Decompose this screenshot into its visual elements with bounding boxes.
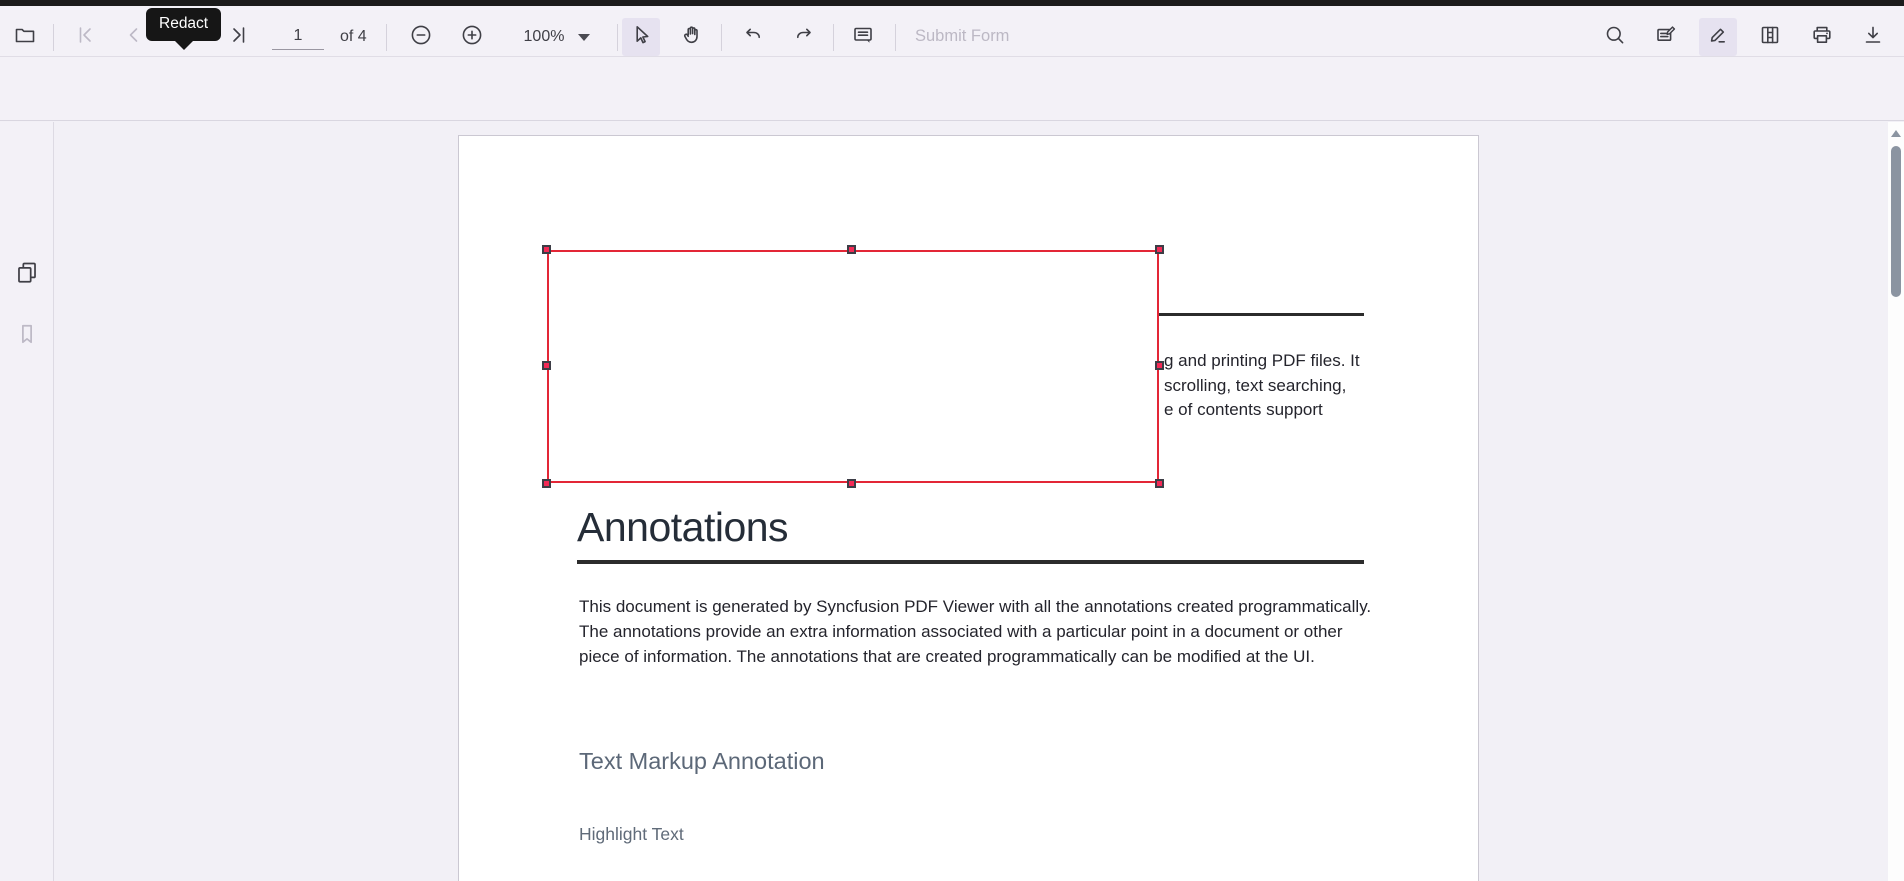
thumbnails-icon xyxy=(14,259,40,290)
page-count-label: of 4 xyxy=(340,28,367,45)
chevron-down-icon[interactable] xyxy=(578,34,590,41)
redaction-button[interactable] xyxy=(1699,18,1737,56)
undo-button[interactable] xyxy=(734,18,772,56)
redo-icon xyxy=(792,23,816,52)
bookmarks-panel-button[interactable] xyxy=(7,316,47,356)
undo-icon xyxy=(741,23,765,52)
cursor-arrow-icon xyxy=(629,23,653,52)
separator xyxy=(53,24,54,51)
submit-form-button[interactable]: Submit Form xyxy=(915,27,1010,45)
separator xyxy=(833,24,834,51)
subsection-label: Highlight Text xyxy=(579,824,684,844)
annotation-edit-icon xyxy=(1654,23,1678,52)
circle-plus-icon xyxy=(460,23,484,52)
comment-icon xyxy=(851,23,875,52)
clipped-line: scrolling, text searching, xyxy=(1164,375,1347,395)
last-page-button[interactable] xyxy=(220,18,258,56)
bookmark-icon xyxy=(14,321,40,352)
separator xyxy=(895,24,896,51)
thumbnails-panel-button[interactable] xyxy=(7,254,47,294)
redacted-heading-underline xyxy=(1158,313,1364,316)
separator xyxy=(617,24,618,51)
document-heading: Annotations xyxy=(577,504,789,550)
zoom-in-button[interactable] xyxy=(453,18,491,56)
form-designer-button[interactable] xyxy=(1751,18,1789,56)
left-sidebar xyxy=(0,122,54,881)
redact-tooltip: Redact xyxy=(146,8,221,41)
redo-button[interactable] xyxy=(785,18,823,56)
annotation-button[interactable] xyxy=(1647,18,1685,56)
printer-icon xyxy=(1810,23,1834,52)
vertical-scrollbar[interactable] xyxy=(1888,122,1904,881)
resize-handle[interactable] xyxy=(1155,479,1164,488)
zoom-level-value[interactable]: 100% xyxy=(523,28,565,45)
main-toolbar xyxy=(0,6,1904,57)
resize-handle[interactable] xyxy=(542,479,551,488)
form-grid-icon xyxy=(1758,23,1782,52)
open-file-button[interactable] xyxy=(6,18,44,56)
resize-handle[interactable] xyxy=(1155,361,1164,370)
download-icon xyxy=(1861,23,1885,52)
section-heading: Text Markup Annotation xyxy=(579,748,825,774)
circle-minus-icon xyxy=(409,23,433,52)
separator xyxy=(386,24,387,51)
scroll-up-arrow-icon[interactable] xyxy=(1891,130,1901,137)
heading-rule xyxy=(577,560,1364,564)
pdf-page xyxy=(458,135,1479,881)
resize-handle[interactable] xyxy=(542,361,551,370)
print-button[interactable] xyxy=(1803,18,1841,56)
resize-handle[interactable] xyxy=(542,245,551,254)
scrollbar-thumb[interactable] xyxy=(1891,146,1901,297)
separator xyxy=(721,24,722,51)
redaction-rectangle[interactable] xyxy=(547,250,1159,483)
resize-handle[interactable] xyxy=(847,479,856,488)
page-number-input[interactable] xyxy=(272,22,324,50)
document-paragraph: This document is generated by Syncfusion PDF Viewer with all the annotations created programmatically. The annotations provide an extra information associated with a particular point in a document or other piece of information. The annotations that are created programmatically can be modified at the UI. xyxy=(579,597,1372,666)
clipped-line: g and printing PDF files. It xyxy=(1164,351,1360,370)
first-page-icon xyxy=(73,23,97,52)
resize-handle[interactable] xyxy=(847,245,856,254)
last-page-icon xyxy=(227,23,251,52)
zoom-out-button[interactable] xyxy=(402,18,440,56)
first-page-button[interactable] xyxy=(66,18,104,56)
hand-icon xyxy=(680,23,704,52)
folder-open-icon xyxy=(13,23,37,52)
pan-tool-button[interactable] xyxy=(673,18,711,56)
search-icon xyxy=(1603,23,1627,52)
redaction-toolbar xyxy=(0,57,1904,121)
search-button[interactable] xyxy=(1596,18,1634,56)
clipped-paragraph xyxy=(1164,349,1360,423)
clipped-line: e of contents support xyxy=(1164,400,1323,420)
comment-button[interactable] xyxy=(844,18,882,56)
redact-pen-icon xyxy=(1706,23,1730,52)
download-button[interactable] xyxy=(1854,18,1892,56)
resize-handle[interactable] xyxy=(1155,245,1164,254)
text-select-tool-button[interactable] xyxy=(622,18,660,56)
chevron-left-icon xyxy=(122,23,146,52)
